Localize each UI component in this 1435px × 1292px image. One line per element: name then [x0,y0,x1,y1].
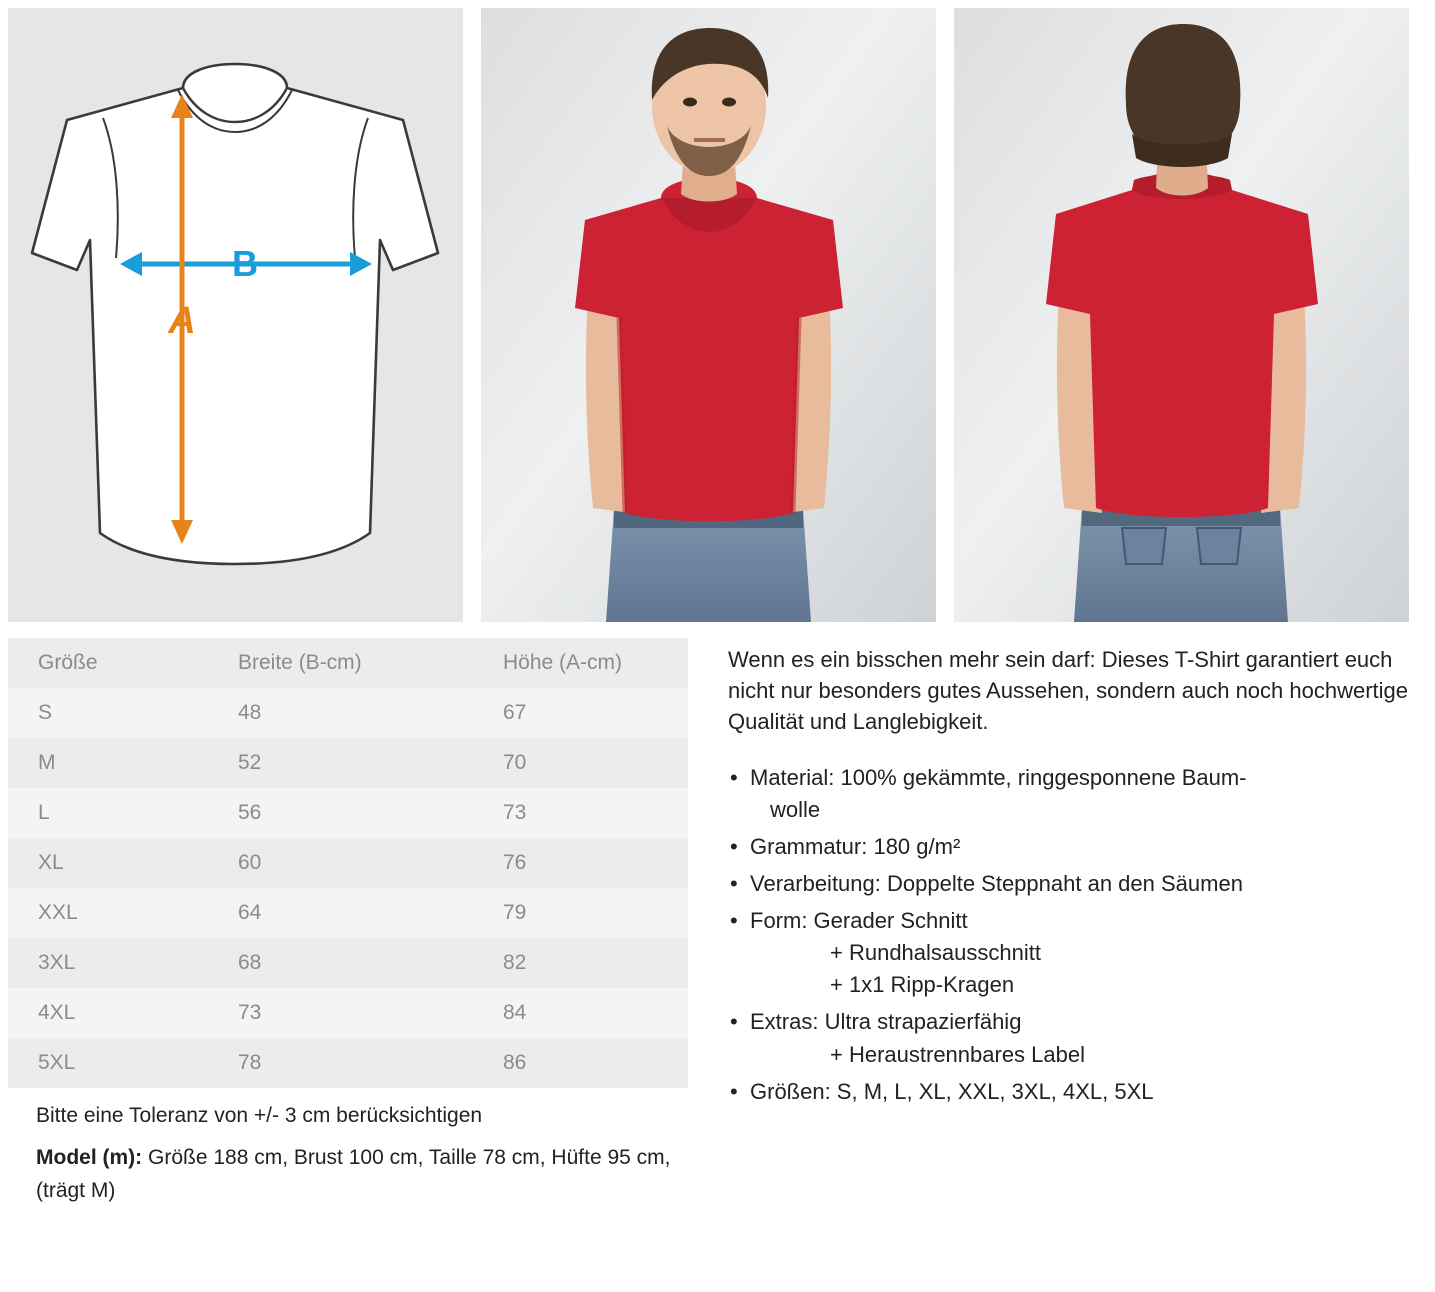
table-row [8,1038,688,1088]
model-note-label: Model (m): [36,1146,143,1169]
details-section [0,622,1435,1207]
size-table [8,638,688,1088]
cell-size: XXL [38,901,78,924]
cell-width: 78 [238,1051,262,1074]
cell-size: XL [38,851,64,874]
feature-text: Grammatur: 180 g/m² [750,833,961,859]
table-header-row [8,638,688,688]
width-label: B [232,243,258,284]
cell-width: 60 [238,851,262,874]
feature-sub-text: + Rundhalsausschnitt [830,940,1041,966]
cell-width: 73 [238,1001,262,1024]
cell-height: 79 [503,901,527,924]
cell-width: 48 [238,701,262,724]
description-column [728,638,1418,1207]
model-note [36,1142,708,1207]
list-item [728,1076,1418,1108]
description-intro: Wenn es ein bisschen mehr sein darf: Dieses T-Shirt garantiert euch nicht nur besonders gutes Aussehen, sondern auch noch hochwertige Qualität und Langlebigkeit. [728,647,1409,735]
list-item [728,1006,1418,1070]
feature-text: Größen: S, M, L, XL, XXL, 3XL, 4XL, 5XL [750,1078,1154,1104]
list-item [728,905,1418,1001]
cell-width: 56 [238,801,262,824]
model-front-photo [481,8,936,622]
tshirt-outline-icon [8,8,463,622]
feature-text: Material: 100% gekämmte, ringgesponnene Baum- [750,764,1247,790]
feature-sub-text: + 1x1 Ripp-Kragen [830,972,1015,998]
cell-width: 52 [238,751,262,774]
feature-sub-text: + Heraustrennbares Label [830,1041,1085,1067]
feature-text: Verarbeitung: Doppelte Steppnaht an den Säumen [750,871,1243,897]
cell-height: 67 [503,701,527,724]
table-row [8,738,688,788]
table-row [8,988,688,1038]
table-row [8,838,688,888]
feature-text-wrap: wolle [770,796,821,822]
feature-text: Extras: Ultra strapazierfähig [750,1009,1022,1035]
feature-list [728,762,1418,1108]
cell-height: 73 [503,801,527,824]
cell-width: 64 [238,901,262,924]
list-item [728,762,1418,826]
cell-size: S [38,701,53,724]
model-note-text: Größe 188 cm, Brust 100 cm, Taille 78 cm, Hüfte 95 cm, (trägt M) [36,1146,671,1202]
feature-text: Form: Gerader Schnitt [750,908,968,934]
list-item [728,868,1418,900]
cell-size: M [38,751,56,774]
cell-size: 3XL [38,951,76,974]
cell-height: 76 [503,851,527,874]
tolerance-note: Bitte eine Toleranz von +/- 3 cm berücksichtigen [36,1104,483,1127]
cell-height: 70 [503,751,527,774]
product-image-row [0,0,1435,622]
cell-width: 68 [238,951,262,974]
table-row [8,888,688,938]
cell-size: 4XL [38,1001,76,1024]
cell-height: 82 [503,951,527,974]
height-label: A [168,300,196,342]
column-header-width: Breite (B-cm) [238,651,362,674]
tshirt-measurement-diagram [8,8,463,622]
table-row [8,938,688,988]
list-item [728,831,1418,863]
size-chart-column [8,638,708,1207]
column-header-height: Höhe (A-cm) [503,651,623,674]
model-back-photo [954,8,1409,622]
cell-size: L [38,801,50,824]
cell-height: 86 [503,1051,527,1074]
cell-height: 84 [503,1001,527,1024]
column-header-size: Größe [38,651,98,674]
table-row [8,788,688,838]
table-row [8,688,688,738]
cell-size: 5XL [38,1051,76,1074]
